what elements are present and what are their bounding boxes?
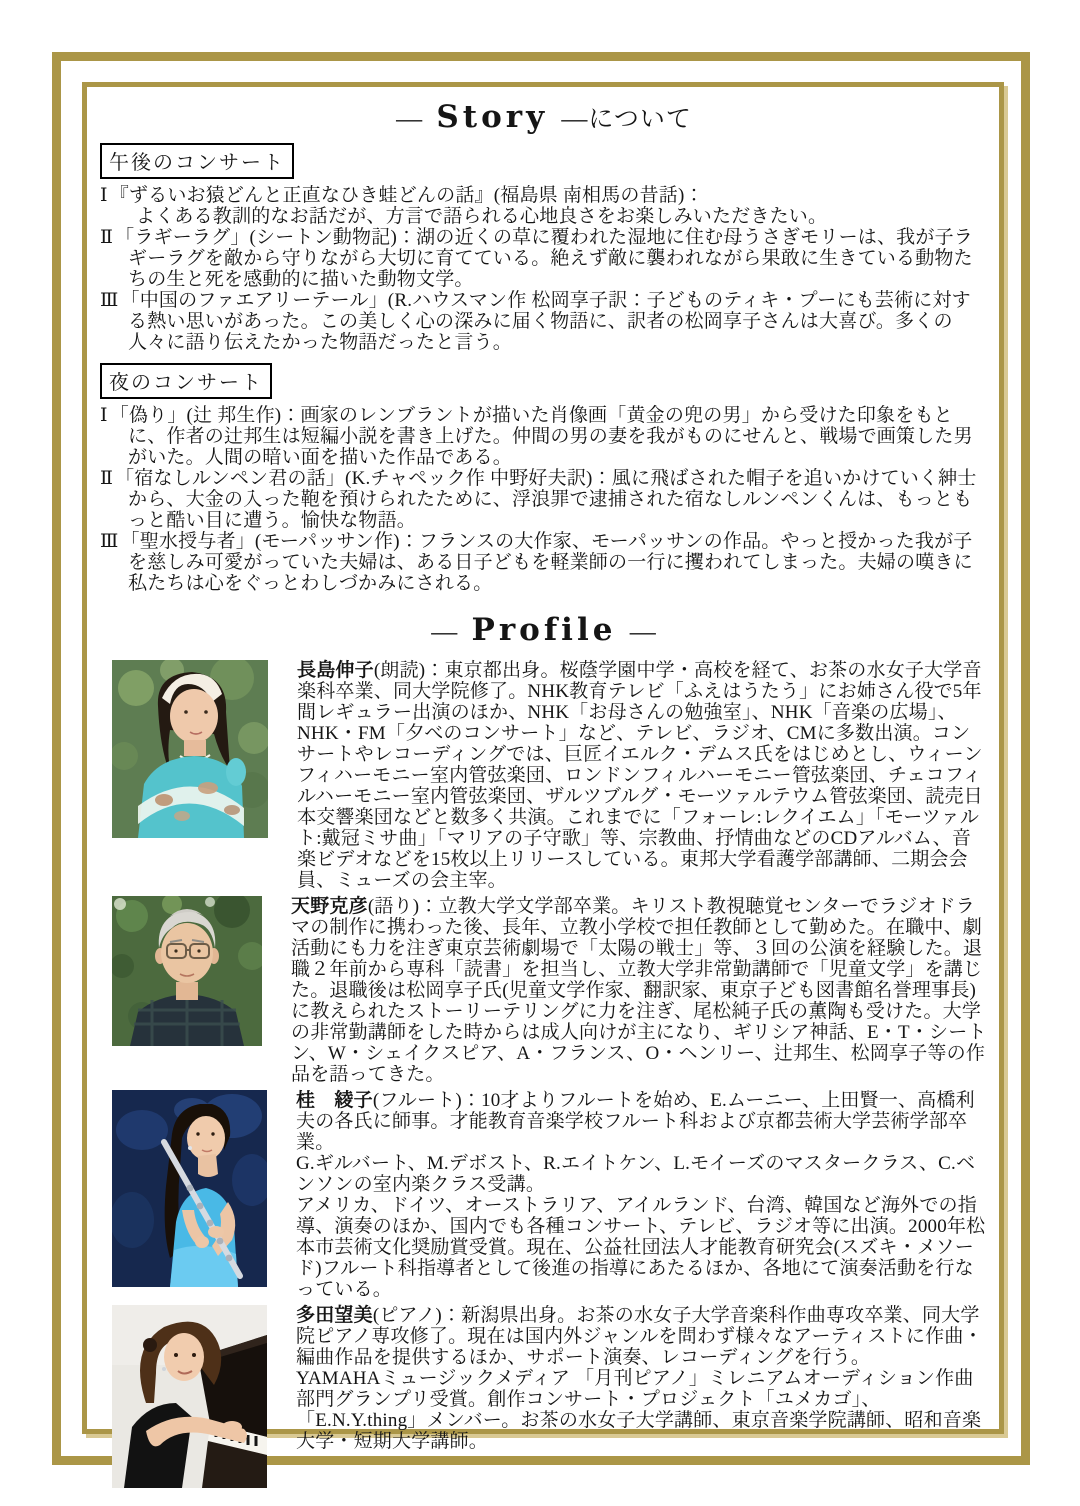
bio-tada: [296, 1305, 988, 1452]
title-suffix: について: [588, 106, 692, 133]
title-dash-left: ―: [396, 104, 424, 133]
member-role: (フルート)：: [372, 1090, 482, 1111]
bio-paragraph: YAMAHAミュージックメディア 「月刊ピアノ」ミレニアムオーディション作曲部門グランプリ受賞。創作コンサート・プロジェクト「ユメカゴ」、「E.N.Y.thing」メンバー。お茶の水女子大学講師、東京音楽学院講師、昭和音楽大学・短期大学講師。: [296, 1368, 982, 1452]
bio-paragraph: [291, 896, 988, 1085]
afternoon-item-1: [100, 185, 988, 206]
portrait-woman-headband: [112, 660, 268, 838]
photo-katsura-ayako: [112, 1090, 267, 1287]
member-name: 桂 綾子: [296, 1090, 373, 1111]
item-text: 「ラギーラグ」(シートン動物記)：湖の近くの草に覆われた湿地に住む母うさぎモリーは、我が子ラギーラグを敵から守りながら大切に育てている。絶えず敵に襲われながら果敢に生きている動物たちの生と死を感動的に描いた動物文学。: [115, 227, 973, 290]
title-word-story: Story: [436, 99, 549, 135]
profile-dash-right: ―: [629, 617, 657, 646]
portrait-woman-flute: [112, 1090, 267, 1287]
evening-item-2: [100, 468, 988, 531]
member-role: (ピアノ)：: [372, 1305, 462, 1326]
bio-text: 10才よりフルートを始め、E.ムーニー、上田賢一、高橋利夫の各氏に師事。才能教育音楽学校フルート科および京都芸術大学芸術学部卒業。: [296, 1090, 975, 1153]
title-dash-right: ―: [561, 104, 589, 133]
item-text: 「中国のファエアリーテール」(R.ハウスマン作 松岡享子訳：子どものティキ・プーにも芸術に対する熱い思いがあった。この美しく心の深みに届く物語に、訳者の松岡享子さんは大喜び。多くの人々に語り伝えたかった物語だったと言う。: [120, 290, 971, 353]
member-role: (語り)：: [367, 896, 439, 917]
member-role: (朗読)：: [373, 660, 445, 681]
title-word-profile: Profile: [471, 612, 617, 648]
profile-member-tada: [100, 1305, 988, 1488]
afternoon-item-2: [100, 227, 988, 290]
photo-tada-nozomi: [112, 1305, 267, 1488]
photo-nagashima-nobuko: [112, 660, 268, 838]
bio-paragraph: G.ギルバート、M.デボスト、R.エイトケン、L.モイーズのマスタークラス、C.ベンソンの室内楽クラス受講。: [296, 1153, 976, 1195]
evening-item-3: [100, 531, 988, 594]
evening-item-1: [100, 405, 988, 468]
bio-katsura: [296, 1090, 988, 1300]
item-text: 「宿なしルンペン君の話」(K.チャペック作 中野好夫訳)：風に飛ばされた帽子を追いかけていく紳士から、大金の入った鞄を預けられたために、浮浪罪で逮捕された宿なしルンペンくんは、もっともっと酷い目に遭う。愉快な物語。: [115, 468, 977, 531]
section-evening-concert: [100, 361, 988, 594]
portrait-man-glasses: [112, 896, 262, 1046]
member-name: 多田望美: [296, 1305, 373, 1326]
afternoon-concert-label: 午後のコンサート: [100, 143, 294, 179]
member-name: 長島伸子: [297, 660, 374, 681]
section-afternoon-concert: [100, 141, 988, 353]
profile-member-amano: [100, 896, 988, 1085]
item-text: 「聖水授与者」(モーパッサン作)：フランスの大作家、モーパッサンの作品。やっと授かった我が子を慈しみ可愛がっていた夫婦は、ある日子どもを軽業師の一行に攫われてしまった。夫婦の嘆きに私たちは心をぐっとわしづかみにされる。: [120, 531, 973, 594]
item-numeral: Ⅱ: [100, 227, 114, 248]
item-numeral: Ⅱ: [100, 468, 114, 489]
item-text: 「偽り」(辻 邦生作)：画家のレンブラントが描いた肖像画「黄金の兜の男」から受けた印象をもとに、作者の辻邦生は短編小説を書き上げた。仲間の男の妻を我がものにせんと、戦場で画策した男がいた。人間の暗い面を描いた作品である。: [109, 405, 973, 468]
item-numeral: Ⅲ: [100, 531, 119, 552]
bio-paragraph: [297, 660, 988, 891]
bio-paragraph: [296, 1090, 988, 1153]
item-numeral: Ⅰ: [100, 405, 108, 426]
item-numeral: Ⅲ: [100, 290, 119, 311]
story-section-title: [100, 99, 988, 135]
profile-member-nagashima: [100, 660, 988, 891]
bio-nagashima: [297, 660, 988, 891]
bio-text: 新潟県出身。お茶の水女子大学音楽科作曲専攻卒業、同大学院ピアノ専攻修了。現在は国内外ジャンルを問わず様々なアーティストに作曲・編曲作品を提供するほか、サポート演奏、レコーディングを行う。: [296, 1305, 983, 1368]
bio-amano: [291, 896, 988, 1085]
item-title: 『ずるいお猿どんと正直なひき蛙どんの話』(福島県 南相馬の昔話)：: [109, 185, 704, 206]
bio-paragraph: アメリカ、ドイツ、オーストラリア、アイルランド、台湾、韓国など海外での指導、演奏のほか、国内でも各種コンサート、テレビ、ラジオ等に出演。2000年松本市芸術文化奨励賞受賞。現在、公益社団法人才能教育研究会(スズキ・メソード)フルート科指導者として後進の指導にあたるほか、各地にて演奏活動を行なっている。: [296, 1195, 986, 1300]
profile-dash-left: ―: [431, 617, 459, 646]
afternoon-item-1-body: よくある教訓的なお話だが、方言で語られる心地良さをお楽しみいただきたい。: [136, 206, 828, 227]
bio-paragraph: [296, 1305, 988, 1368]
item-numeral: Ⅰ: [100, 185, 108, 206]
photo-amano-katsuhiko: [112, 896, 262, 1046]
page-content: [100, 97, 988, 1493]
profile-section-title: [100, 612, 988, 648]
portrait-woman-piano: [112, 1305, 267, 1488]
member-name: 天野克彦: [291, 896, 368, 917]
bio-text: 東京都出身。桜蔭学園中学・高校を経て、お茶の水女子大学音楽科卒業、同大学院修了。NHK教育テレビ「ふえはうたう」にお姉さん役で5年間レギュラー出演のほか、NHK「お母さんの勉強室」、NHK「音楽の広場」、NHK・FM「夕べのコンサート」など、テレビ、ラジオ、CMに多数出演。コンサートやレコーディングでは、巨匠イエルク・デムス氏をはじめとし、ウィーンフィハーモニー室内管弦楽団、ロンドンフィルハーモニー管弦楽団、チェコフィルハーモニー室内管弦楽団、ザルツブルグ・モーツァルテウム管弦楽団、読売日本交響楽団などと数多く共演。これまでに「フォーレ:レクイエム」「モーツァルト:戴冠ミサ曲」「マリアの子守歌」等、宗教曲、抒情曲などのCDアルバム、音楽ビデオなどを15枚以上リリースしている。東邦大学看護学部講師、二期会会員、ミューズの会主宰。: [297, 660, 983, 891]
afternoon-item-3: [100, 290, 988, 353]
profile-member-katsura: [100, 1090, 988, 1300]
evening-concert-label: 夜のコンサート: [100, 363, 272, 399]
bio-text: 立教大学文学部卒業。キリスト教視聴覚センターでラジオドラマの制作に携わった後、長年、立教小学校で担任教師として勤めた。在職中、劇活動にも力を注ぎ東京芸術劇場で「太陽の戦士」等、３回の公演を経験した。退職２年前から専科「読書」を担当し、立教大学非常勤講師で「児童文学」を講じた。退職後は松岡享子氏(児童文学作家、翻訳家、東京子ども図書館名誉理事長)に教えられたストーリーテリングに力を注ぎ、尾松純子氏の薫陶も受けた。大学の非常勤講師をした時からは成人向けが主になり、ギリシア神話、E・T・シートン、W・シェイクスピア、A・フランス、O・ヘンリー、辻邦生、松岡享子等の作品を語ってきた。: [291, 896, 987, 1085]
